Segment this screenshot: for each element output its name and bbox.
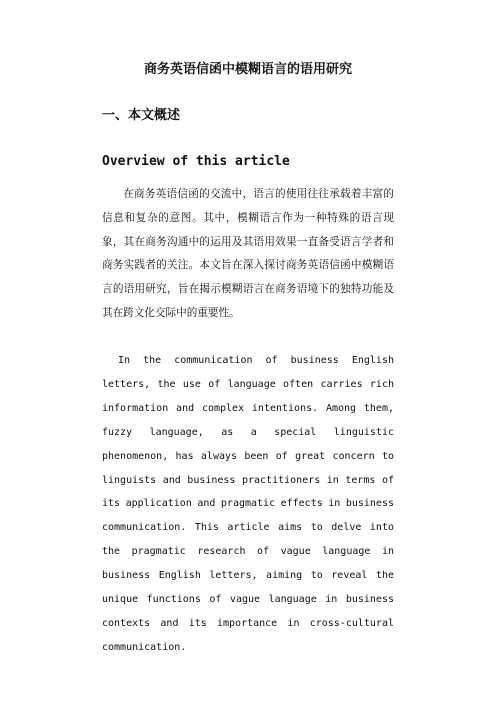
section-heading-english: Overview of this article <box>102 154 290 169</box>
document-title: 商务英语信函中模糊语言的语用研究 <box>143 62 352 77</box>
paragraph-english: In the communication of business English letters, the use of language often carries rich information and complex intentions. Among them, fuzzy language, as a special linguistic phenomenon, has always been of great concern to linguists and business practitioners in terms of its application and pragmatic effects in business communication. This article aims to delve into the pragmatic research of vague language in business English letters, aiming to reveal the unique functions of vague language in business contexts and its importance in cross-cultural communication. <box>102 355 394 653</box>
section-heading: 一、本文概述 <box>102 108 181 123</box>
paragraph-chinese: 在商务英语信函的交流中，语言的使用往往承载着丰富的信息和复杂的意图。其中，模糊语言作为一种特殊的语言现象，其在商务沟通中的运用及其语用效果一直备受语言学者和商务实践者的关注。本文旨在深入探讨商务英语信函中模糊语言的语用研究，旨在揭示模糊语言在商务语境下的独特功能及其在跨文化交际中的重要性。 <box>102 188 394 319</box>
